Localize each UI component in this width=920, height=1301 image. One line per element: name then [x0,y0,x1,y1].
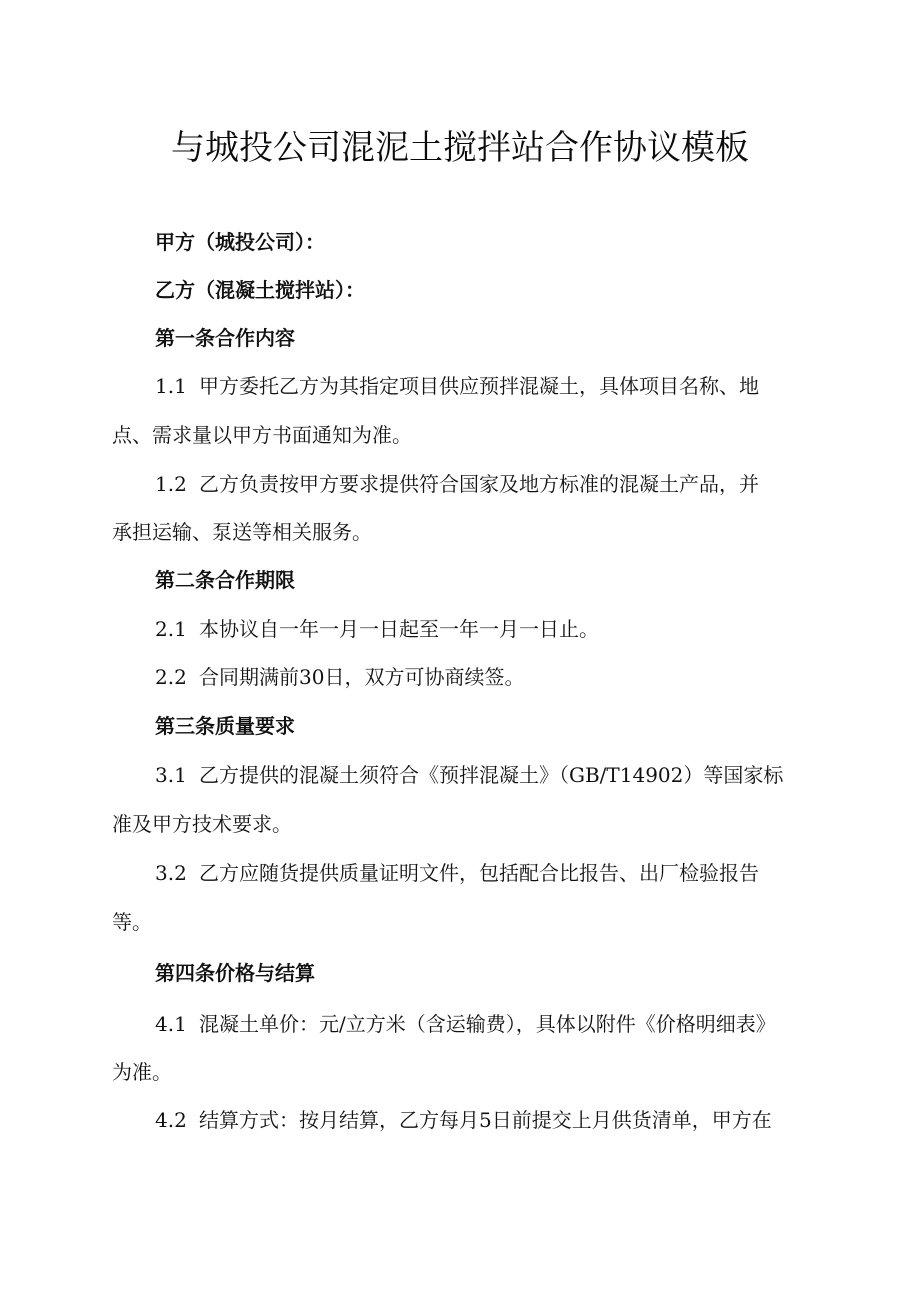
clause-text: 乙方提供的混凝土须符合《预拌混凝土》（GB/T14902）等国家标 [199,763,784,787]
party-a-label: 甲方（城投公司）： [155,230,325,254]
clause-1-1-line-1 [0,370,920,402]
clause-number: 2.1 [155,617,187,641]
clause-4-1-line-2: 为准。 [112,1060,172,1084]
clause-number: 1.2 [155,472,187,496]
clause-3-1-line-1 [0,759,920,791]
clause-3-1-line-2: 准及甲方技术要求。 [112,812,292,836]
clause-2-2-line-1 [0,661,920,693]
clause-text: 乙方应随货提供质量证明文件，包括配合比报告、出厂检验报告 [199,861,759,885]
clause-4-1-line-1 [0,1008,920,1040]
article-4-heading: 第四条价格与结算 [155,961,315,985]
clause-number: 4.1 [155,1012,187,1036]
clause-1-1-line-2: 点、需求量以甲方书面通知为准。 [112,423,412,447]
article-1-heading: 第一条合作内容 [155,326,295,350]
clause-text: 混凝土单价：元/立方米（含运输费），具体以附件《价格明细表》 [199,1012,776,1036]
party-b-label: 乙方（混凝土搅拌站）： [155,278,365,302]
document-title: 与城投公司混泥土搅拌站合作协议模板 [171,128,749,168]
clause-text: 结算方式：按月结算，乙方每月5日前提交上月供货清单，甲方在 [199,1108,772,1132]
clause-number: 2.2 [155,665,187,689]
clause-number: 3.1 [155,763,187,787]
clause-4-2-line-1 [0,1104,920,1136]
clause-3-2-line-2: 等。 [112,910,152,934]
clause-3-2-line-1 [0,857,920,889]
clause-1-2-line-1 [0,468,920,500]
clause-text: 甲方委托乙方为其指定项目供应预拌混凝土，具体项目名称、地 [199,374,759,398]
clause-text: 乙方负责按甲方要求提供符合国家及地方标准的混凝土产品，并 [199,472,759,496]
clause-number: 1.1 [155,374,187,398]
article-2-heading: 第二条合作期限 [155,568,295,592]
clause-2-1-line-1 [0,613,920,645]
clause-1-2-line-2: 承担运输、泵送等相关服务。 [112,520,372,544]
clause-text: 本协议自一年一月一日起至一年一月一日止。 [199,617,599,641]
article-3-heading: 第三条质量要求 [155,714,295,738]
clause-text: 合同期满前30日，双方可协商续签。 [199,665,525,689]
clause-number: 3.2 [155,861,187,885]
clause-number: 4.2 [155,1108,187,1132]
